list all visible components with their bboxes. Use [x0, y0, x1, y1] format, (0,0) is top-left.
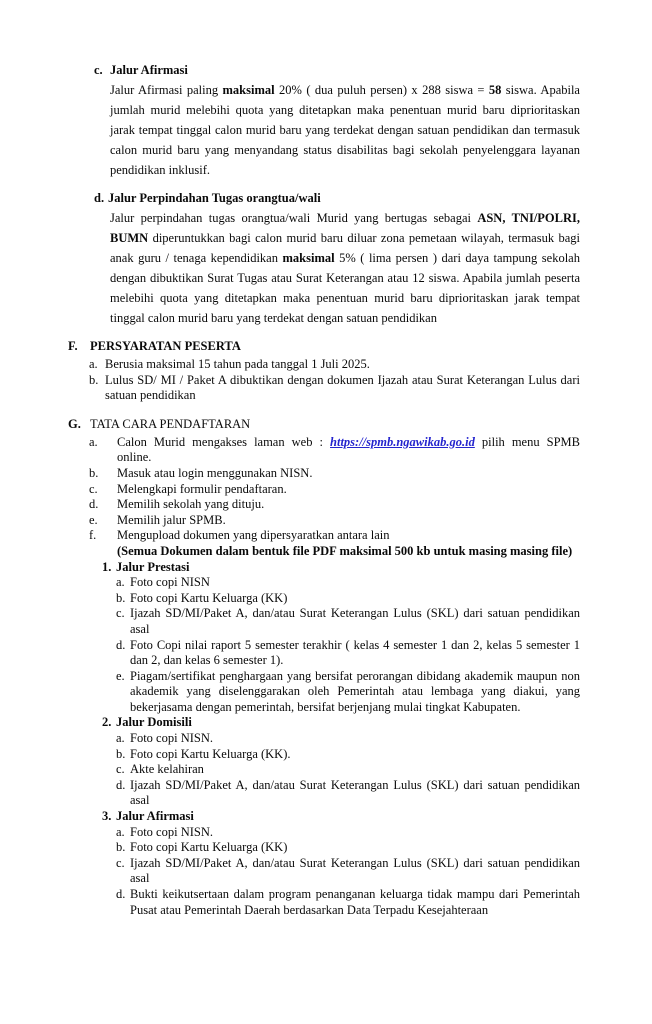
- item-text: Akte kelahiran: [130, 762, 204, 777]
- paragraph-bold-text: maksimal: [222, 83, 275, 97]
- section-d-title: Jalur Perpindahan Tugas orangtua/wali: [108, 191, 321, 205]
- item-label: e.: [89, 512, 98, 527]
- list-item: [116, 840, 580, 856]
- section-persyaratan-peserta: [68, 338, 580, 404]
- item-text: Memilih jalur SPMB.: [117, 512, 226, 527]
- item-text: Piagam/sertifikat penghargaan yang bersifat perorangan dibidang akademik maupun non akademik yang diselenggarakan oleh Pemerintah atau lembaga yang diakui, yang bekerjasama dengan pemerintah, bersifat berjenjang mulai tingkat Kabupaten.: [130, 668, 580, 714]
- item-label: a.: [116, 575, 125, 590]
- item-label: d.: [116, 637, 126, 652]
- section-g-label: G.: [68, 416, 81, 431]
- sublist-title: Jalur Afirmasi: [116, 809, 194, 824]
- item-label: a.: [116, 824, 125, 839]
- item-text: Foto copi Kartu Keluarga (KK): [130, 840, 288, 855]
- section-jalur-afirmasi: [94, 60, 580, 180]
- item-text: Mengupload dokumen yang dipersyaratkan antara lain: [117, 528, 390, 543]
- item-label: c.: [89, 481, 98, 496]
- item-text: Memilih sekolah yang dituju.: [117, 497, 265, 512]
- item-label: b.: [89, 465, 99, 480]
- section-d-label: d.: [94, 191, 105, 205]
- paragraph-bold-text: 58: [488, 83, 502, 97]
- item-text: Bukti keikutsertaan dalam program penanganan keluarga tidak mampu dari Pemerintah Pusat atau Pemerintah Daerah berdasarkan Data Terpadu Kesejahteraan: [130, 887, 580, 917]
- paragraph-text: Jalur perpindahan tugas orangtua/wali Murid yang bertugas sebagai: [110, 211, 478, 225]
- item-label: c.: [116, 762, 125, 777]
- item-label: d.: [116, 777, 126, 792]
- item-text: Berusia maksimal 15 tahun pada tanggal 1 Juli 2025.: [105, 357, 370, 371]
- item-label: b.: [116, 840, 126, 855]
- sublist-title: Jalur Domisili: [116, 715, 192, 730]
- list-item: [89, 528, 580, 544]
- sublist-heading: [102, 560, 580, 576]
- paragraph-text: siswa. Apabila jumlah murid melebihi quota yang ditetapkan maka penentuan murid baru diprioritaskan jarak tempat tinggal calon murid baru yang terdekat dengan satuan pendidikan dan termasuk calon murid baru yang menyandang status disabilitas bagi sekolah penyelenggara layanan pendidikan inklusif.: [110, 83, 580, 177]
- sublist-jalur-domisili: [102, 715, 580, 809]
- item-text: Foto copi NISN.: [130, 731, 213, 746]
- list-item: [89, 497, 580, 513]
- item-label: d.: [89, 497, 99, 512]
- sublist-number: 3.: [102, 809, 112, 824]
- page-content: [68, 60, 580, 918]
- list-item: [89, 482, 580, 498]
- section-d-heading: [94, 188, 580, 208]
- item-label: e.: [116, 668, 125, 683]
- sublist-jalur-afirmasi: [102, 809, 580, 918]
- item-text: Ijazah SD/MI/Paket A, dan/atau Surat Keterangan Lulus (SKL) dari satuan pendidikan asal: [130, 855, 580, 886]
- item-text-post: pilih menu SPMB online.: [117, 434, 580, 465]
- item-text: Lulus SD/ MI / Paket A dibuktikan dengan dokumen Ijazah atau Surat Keterangan Lulus dari satuan pendidikan: [105, 372, 580, 403]
- section-f-title: PERSYARATAN PESERTA: [90, 339, 241, 353]
- paragraph-text: Jalur Afirmasi paling: [110, 83, 223, 97]
- item-label: b.: [89, 372, 99, 387]
- item-label: c.: [116, 606, 125, 621]
- item-text: [117, 435, 580, 466]
- paragraph-bold-text: ASN, TNI/POLRI, BUMN: [110, 211, 580, 245]
- spmb-website-link[interactable]: https://spmb.ngawikab.go.id: [330, 434, 475, 449]
- list-item: [116, 887, 580, 918]
- list-item: [89, 357, 580, 373]
- upload-note: (Semua Dokumen dalam bentuk file PDF maksimal 500 kb untuk masing masing file): [117, 543, 573, 558]
- list-item: [89, 466, 580, 482]
- item-text: Masuk atau login menggunakan NISN.: [117, 465, 313, 480]
- list-item: [116, 591, 580, 607]
- list-item: [89, 513, 580, 529]
- section-g-heading: [68, 416, 580, 433]
- list-item: [116, 638, 580, 669]
- sublist-number: 1.: [102, 559, 112, 574]
- sublist-number: 2.: [102, 715, 112, 730]
- item-label: c.: [116, 855, 125, 870]
- list-item: [116, 575, 580, 591]
- list-item: [116, 731, 580, 747]
- item-label: f.: [89, 528, 97, 543]
- list-item: [116, 778, 580, 809]
- section-c-heading: [94, 60, 580, 80]
- list-item: [116, 606, 580, 637]
- list-item: [116, 825, 580, 841]
- list-item: [89, 435, 580, 466]
- section-f-label: F.: [68, 339, 78, 353]
- list-item: [116, 747, 580, 763]
- section-d-paragraph: [110, 208, 580, 328]
- item-label: b.: [116, 590, 126, 605]
- item-label: a.: [89, 434, 98, 449]
- item-text: Foto copi Kartu Keluarga (KK): [130, 590, 288, 605]
- section-c-paragraph: [110, 80, 580, 180]
- item-text: Melengkapi formulir pendaftaran.: [117, 481, 287, 496]
- sublist-title: Jalur Prestasi: [116, 559, 190, 574]
- sublist-heading: [102, 809, 580, 825]
- section-f-heading: [68, 338, 580, 355]
- paragraph-bold-text: maksimal: [282, 251, 335, 265]
- item-text: Foto Copi nilai raport 5 semester terakhir ( kelas 4 semester 1 dan 2, kelas 5 semester 1 dan 2, dan kelas 6 semester 1).: [130, 637, 580, 668]
- section-jalur-perpindahan: [94, 188, 580, 328]
- list-item: [116, 856, 580, 887]
- item-text: Ijazah SD/MI/Paket A, dan/atau Surat Keterangan Lulus (SKL) dari satuan pendidikan asal: [130, 777, 580, 808]
- list-item: [116, 762, 580, 778]
- item-text: Foto copi NISN: [130, 575, 210, 590]
- item-text-pre: Calon Murid mengakses laman web :: [117, 434, 331, 449]
- sublist-jalur-prestasi: [102, 560, 580, 716]
- paragraph-text: 20% ( dua puluh persen) x 288 siswa =: [274, 83, 489, 97]
- section-c-title: Jalur Afirmasi: [110, 63, 188, 77]
- section-g-title: TATA CARA PENDAFTARAN: [90, 416, 251, 431]
- item-label: d.: [116, 887, 126, 901]
- paragraph-text: 5% ( lima persen ) dari daya tampung sekolah dengan dibuktikan Surat Tugas atau Surat Keterangan atau 12 siswa. Apabila jumlah peserta melebihi quota yang ditetapkan maka penentuan murid baru diprioritaskan jarak tempat tinggal calon murid baru yang terdekat dengan satuan pendidikan: [110, 251, 580, 325]
- item-label: a.: [89, 357, 98, 371]
- item-text: Foto copi Kartu Keluarga (KK).: [130, 746, 291, 761]
- paragraph-text: diperuntukkan bagi calon murid baru diluar zona pemetaan wilayah, termasuk bagi anak guru / tenaga kependidikan: [110, 231, 580, 265]
- item-label: a.: [116, 731, 125, 746]
- list-item: [89, 373, 580, 404]
- list-item: [116, 669, 580, 716]
- sublist-heading: [102, 715, 580, 731]
- item-text: Ijazah SD/MI/Paket A, dan/atau Surat Keterangan Lulus (SKL) dari satuan pendidikan asal: [130, 606, 580, 636]
- section-c-label: c.: [94, 63, 103, 77]
- item-text: Foto copi NISN.: [130, 824, 213, 839]
- section-tata-cara-pendaftaran: [68, 416, 580, 918]
- item-label: b.: [116, 746, 126, 761]
